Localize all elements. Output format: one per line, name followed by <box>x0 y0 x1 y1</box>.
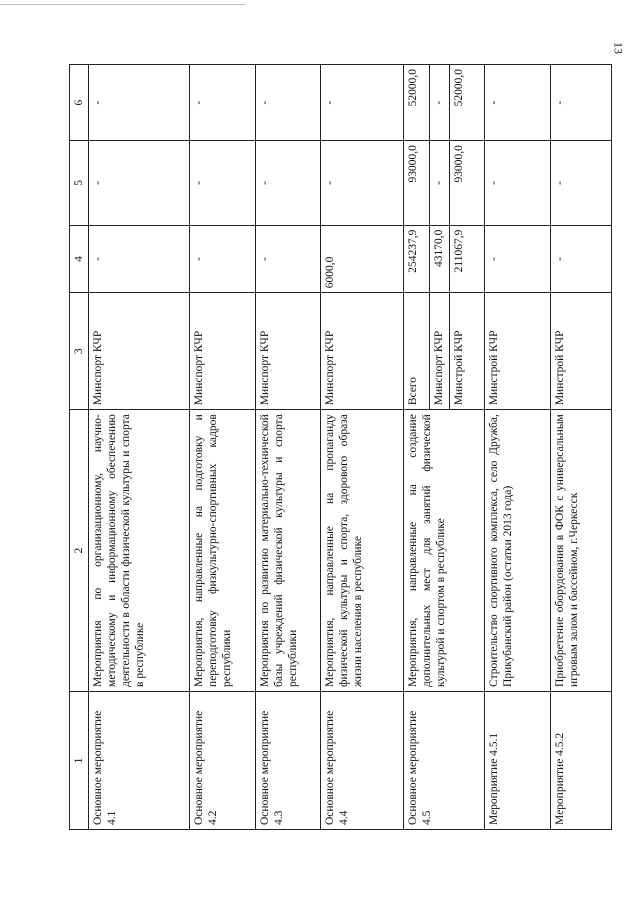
header-cell-2: 2 <box>70 410 89 692</box>
value-col-6: - <box>320 65 403 141</box>
value-col-5: - <box>89 141 190 226</box>
measure-description: Приобретение оборудования в ФОК с универсальным игровым залом и бассейном, г.Черкесск <box>550 410 611 692</box>
top-rule <box>0 4 245 5</box>
measure-name: Мероприятие 4.5.2 <box>550 691 611 829</box>
value-col-4: - <box>550 225 611 293</box>
table-row <box>255 65 320 830</box>
header-row <box>70 65 89 830</box>
value-col-6: - <box>485 65 550 141</box>
header-cell-1: 1 <box>70 691 89 829</box>
value-col-5: - <box>255 141 320 226</box>
table-row <box>89 65 190 830</box>
executor: Минспорт КЧР <box>429 293 449 410</box>
value-col-5: - <box>320 141 403 226</box>
measure-name: Основное мероприятие 4.5 <box>404 691 485 829</box>
value-col-4: - <box>485 225 550 293</box>
table-row <box>404 65 429 830</box>
measure-name: Основное мероприятие 4.4 <box>320 691 403 829</box>
table-row <box>190 65 255 830</box>
executor: Минспорт КЧР <box>190 293 255 410</box>
measure-description: Строительство спортивного комплекса, село Дружба, Прикубанский район (остатки 2013 года) <box>485 410 550 692</box>
page-number: 13 <box>611 42 626 54</box>
value-col-4: 6000,0 <box>320 225 403 293</box>
header-cell-3: 3 <box>70 293 89 410</box>
measure-name: Основное мероприятие 4.1 <box>89 691 190 829</box>
measure-description: Мероприятия по организационному, научно-методическому и информационному обеспечению деятельности в области физической культуры и спорта в республике <box>89 410 190 692</box>
value-col-4: - <box>255 225 320 293</box>
executor: Минспорт КЧР <box>89 293 190 410</box>
value-col-5: - <box>190 141 255 226</box>
measure-description: Мероприятия, направленные на подготовку и переподготовку физкультурно-спортивных кадров республики <box>190 410 255 692</box>
header-cell-6: 6 <box>70 65 89 141</box>
value-col-5: 93000,0 <box>404 141 429 226</box>
table-row <box>550 65 611 830</box>
executor: Минстрой КЧР <box>485 293 550 410</box>
value-col-6: - <box>550 65 611 141</box>
value-col-6: - <box>255 65 320 141</box>
measure-name: Основное мероприятие 4.3 <box>255 691 320 829</box>
value-col-6: 52000,0 <box>449 65 485 141</box>
value-col-5: - <box>485 141 550 226</box>
measure-name: Мероприятие 4.5.1 <box>485 691 550 829</box>
measure-description: Мероприятия по развитию материально-технической базы учреждений физической культуры и спорта республики <box>255 410 320 692</box>
executor: Минспорт КЧР <box>255 293 320 410</box>
value-col-4: - <box>89 225 190 293</box>
table-row <box>320 65 403 830</box>
value-col-5: - <box>429 141 449 226</box>
value-col-5: 93000,0 <box>449 141 485 226</box>
measure-description: Мероприятия, направленные на пропаганду физической культуры и спорта, здорового образа жизни населения в республике <box>320 410 403 692</box>
value-col-5: - <box>550 141 611 226</box>
value-col-4: 254237,9 <box>404 225 429 293</box>
value-col-4: 43170,0 <box>429 225 449 293</box>
executor: Минстрой КЧР <box>550 293 611 410</box>
value-col-6: - <box>429 65 449 141</box>
program-table-wrapper <box>69 64 612 830</box>
table-row <box>485 65 550 830</box>
value-col-6: 52000,0 <box>404 65 429 141</box>
value-col-6: - <box>190 65 255 141</box>
measure-name: Основное мероприятие 4.2 <box>190 691 255 829</box>
header-cell-4: 4 <box>70 225 89 293</box>
program-measures-table <box>69 64 612 830</box>
value-col-4: 211067,9 <box>449 225 485 293</box>
value-col-6: - <box>89 65 190 141</box>
value-col-4: - <box>190 225 255 293</box>
executor: Минстрой КЧР <box>449 293 485 410</box>
executor-total: Всего <box>404 293 429 410</box>
header-cell-5: 5 <box>70 141 89 226</box>
measure-description: Мероприятия, направленные на создание дополнительных мест для занятий физической культурой и спортом в республике <box>404 410 485 692</box>
executor: Минспорт КЧР <box>320 293 403 410</box>
